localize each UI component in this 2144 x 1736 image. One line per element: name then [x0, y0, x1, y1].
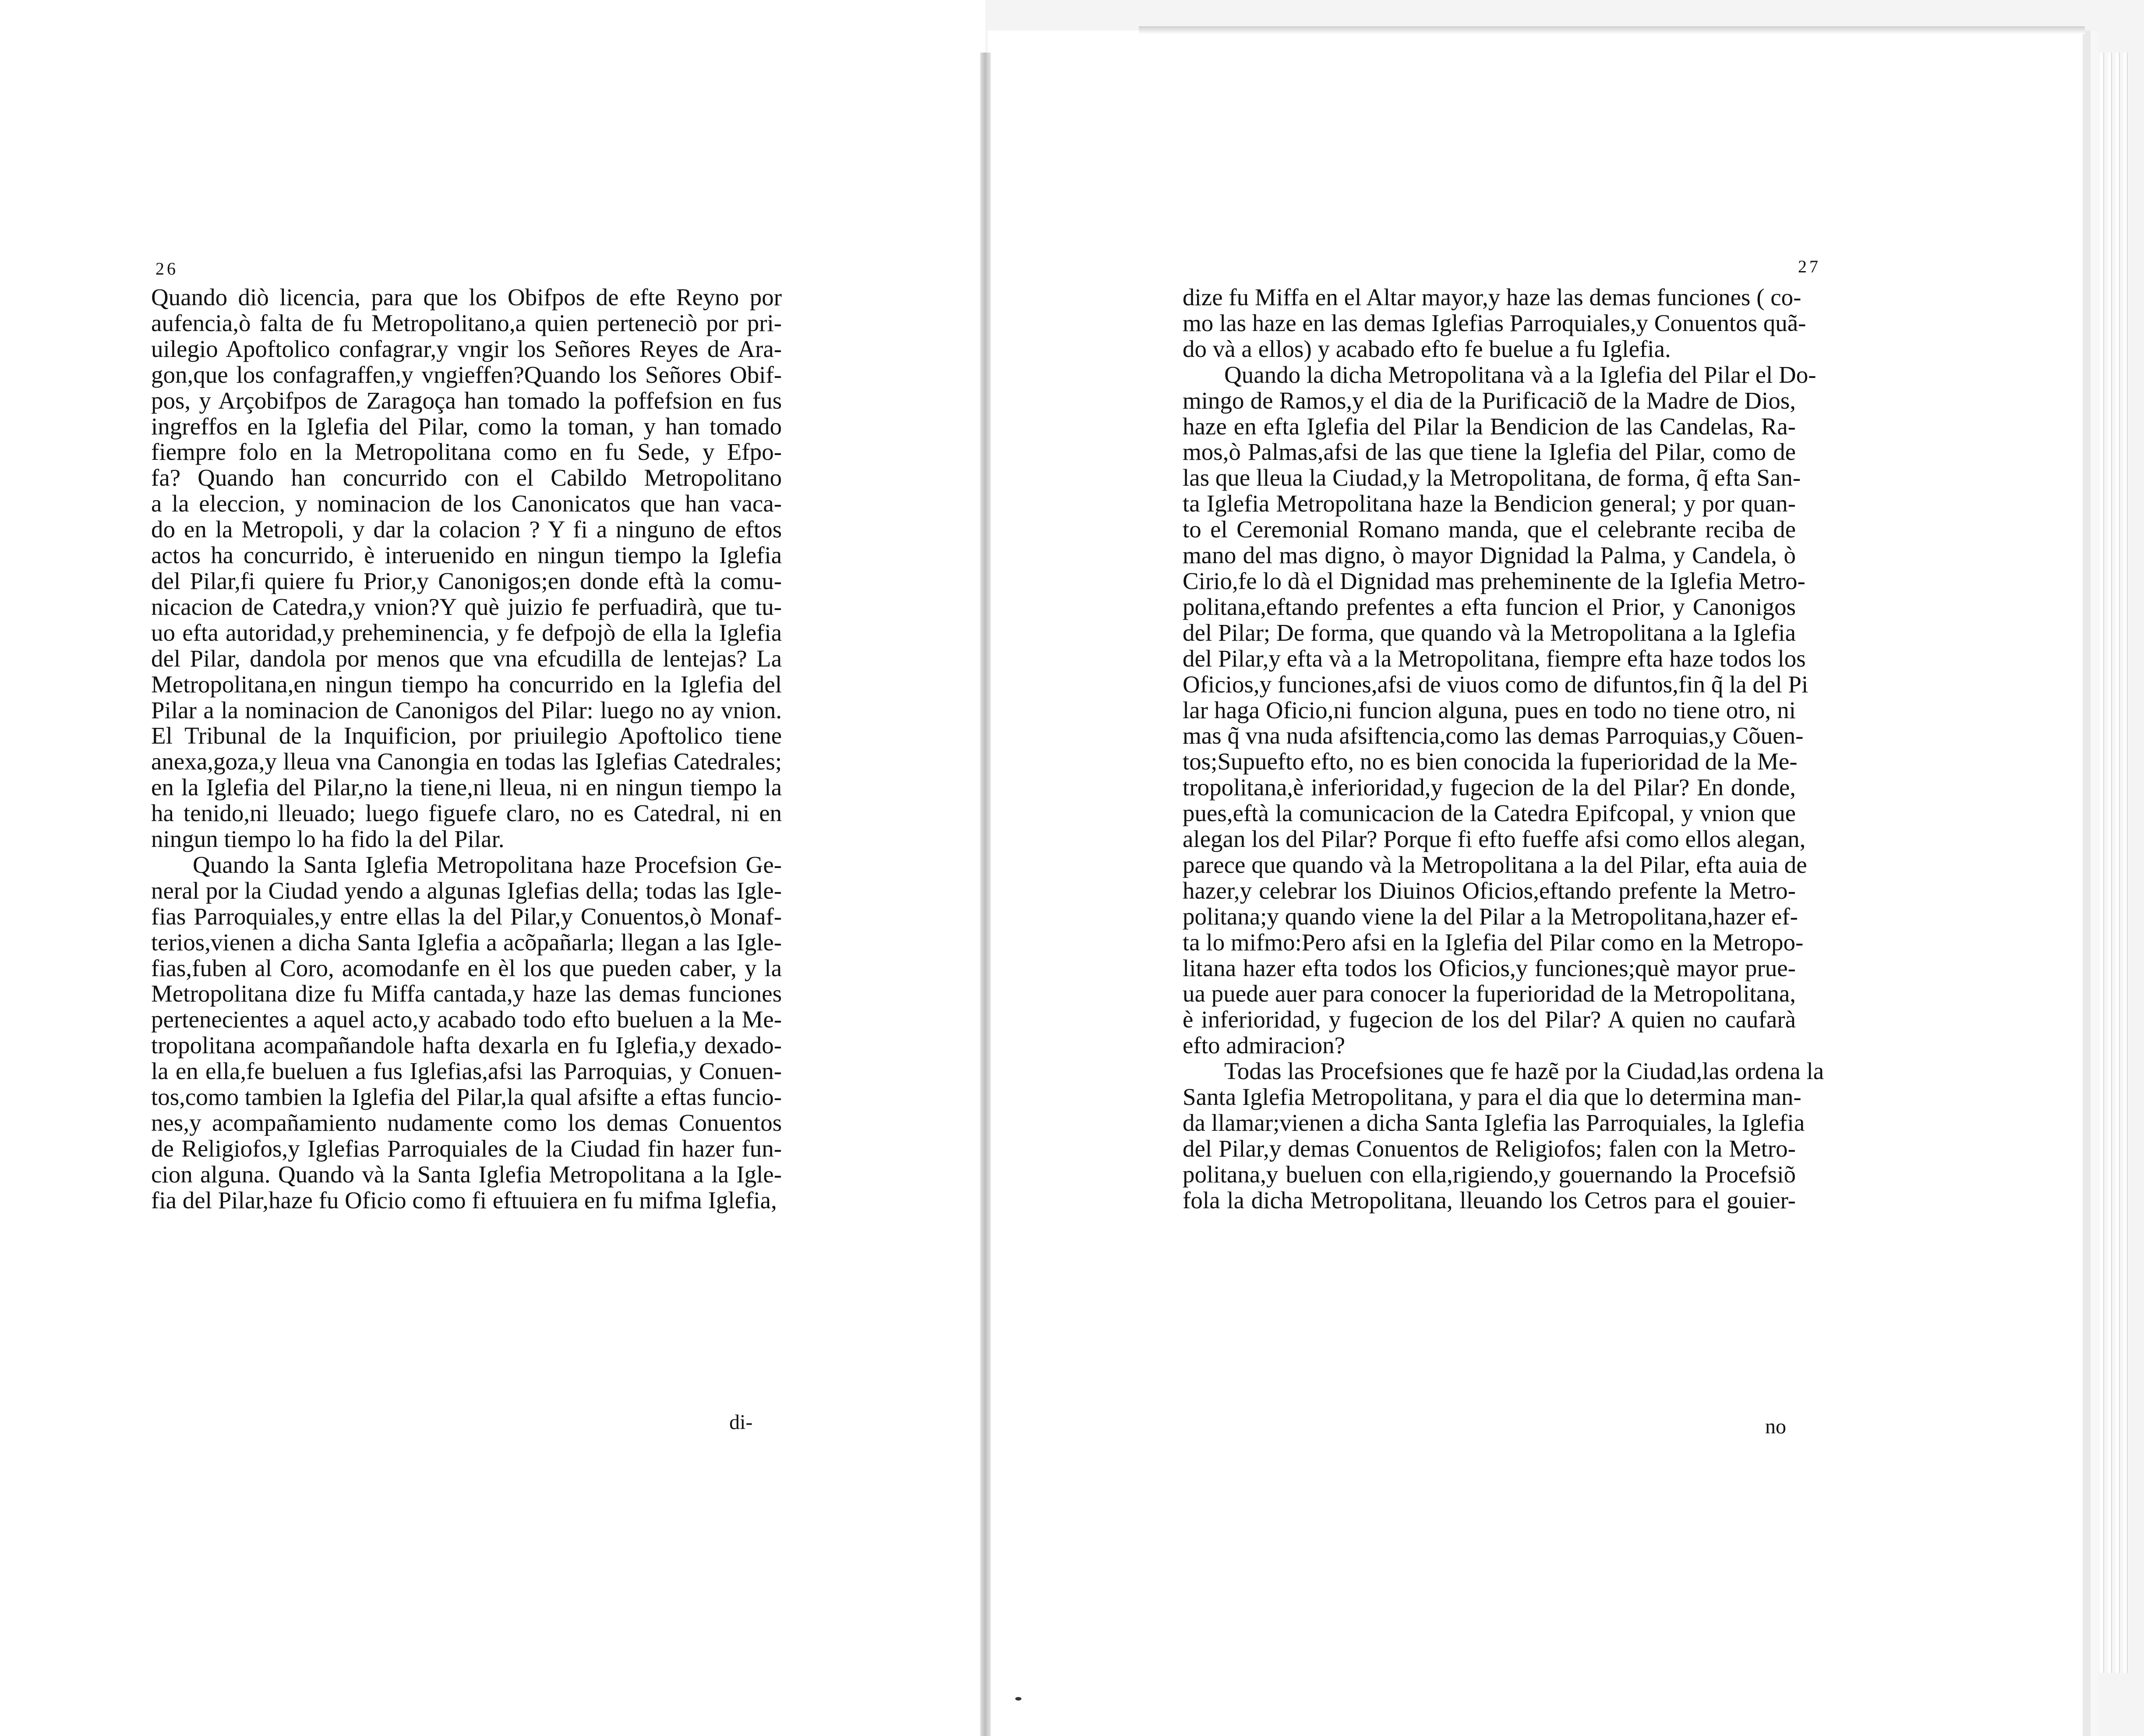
page-top-edge [1139, 26, 2085, 34]
text-line: è inferioridad, y fugecion de los del Pilar? A quien no caufarà [1183, 1006, 1796, 1033]
text-line: politana,y bueluen con ella,rigiendo,y gouernando la Procefsiõ [1183, 1161, 1796, 1188]
left-page [0, 0, 985, 1736]
page-number-right: 27 [1798, 257, 1821, 276]
text-line: ta Iglefia Metropolitana haze la Bendicion general; y por quan- [1183, 490, 1796, 517]
text-line: Metropolitana,en ningun tiempo ha concurrido en la Iglefia del [151, 670, 782, 698]
text-line: do en la Metropoli, y dar la colacion ? Y fi a ninguno de eftos [151, 516, 782, 543]
text-line: alegan los del Pilar? Porque fi efto fueffe afsi como ellos alegan, [1183, 826, 1806, 853]
book-gutter [980, 53, 991, 1736]
text-line: dize fu Miffa en el Altar mayor,y haze las demas funciones ( co- [1183, 284, 1801, 311]
text-line: ningun tiempo lo ha fido la del Pilar. [151, 826, 505, 853]
text-line: gon,que los confagraffen,y vngieffen?Quando los Señores Obif- [151, 361, 782, 388]
text-line: mano del mas digno, ò mayor Dignidad la Palma, y Candela, ò [1183, 542, 1796, 569]
text-line: Santa Iglefia Metropolitana, y para el dia que lo determina man- [1183, 1083, 1801, 1111]
text-line: fola la dicha Metropolitana, lleuando los Cetros para el gouier- [1183, 1186, 1796, 1214]
text-line: ua puede auer para conocer la fuperioridad de la Metropolitana, [1183, 980, 1796, 1007]
text-line: Quando diò licencia, para que los Obifpos de efte Reyno por [151, 284, 782, 311]
right-page-text [1183, 284, 1824, 1214]
page-edges [2076, 53, 2129, 1673]
text-line: efto admiracion? [1183, 1032, 1346, 1059]
text-line: to el Ceremonial Romano manda, que el celebrante reciba de [1183, 516, 1796, 543]
text-line: haze en efta Iglefia del Pilar la Bendicion de las Candelas, Ra- [1183, 413, 1796, 440]
text-line: fa? Quando han concurrido con el Cabildo Metropolitano [151, 464, 782, 491]
text-line: de Religiofos,y Iglefias Parroquiales de la Ciudad fin hazer fun- [151, 1135, 782, 1162]
catchword-right: no [1765, 1415, 1786, 1438]
text-line: parece que quando và la Metropolitana a la del Pilar, efta auia de [1183, 851, 1807, 878]
text-line: Quando la dicha Metropolitana và a la Iglefia del Pilar el Do- [1224, 361, 1816, 388]
text-line: tos;Supuefto efto, no es bien conocida la fuperioridad de la Me- [1183, 748, 1798, 775]
text-line: politana;y quando viene la del Pilar a la Metropolitana,hazer ef- [1183, 903, 1798, 930]
text-line: tos,como tambien la Iglefia del Pilar,la qual afsifte a eftas funcio- [151, 1083, 782, 1111]
text-line: nes,y acompañamiento nudamente como los demas Conuentos [151, 1109, 782, 1136]
text-line: da llamar;vienen a dicha Santa Iglefia las Parroquiales, la Iglefia [1183, 1109, 1805, 1136]
text-line: mas q̃ vna nuda afsiftencia,como las demas Parroquias,y Cõuen- [1183, 722, 1804, 749]
text-line: en la Iglefia del Pilar,no la tiene,ni lleua, ni en ningun tiempo la [151, 774, 782, 801]
left-page-text [151, 285, 782, 1214]
text-line: neral por la Ciudad yendo a algunas Iglefias della; todas las Igle- [151, 877, 782, 904]
text-line: uo efta autoridad,y preheminencia, y fe defpojò de ella la Iglefia [151, 619, 782, 646]
text-line: terios,vienen a dicha Santa Iglefia a acõpañarla; llegan a las Igle- [151, 928, 782, 956]
text-line: fia del Pilar,haze fu Oficio como fi eftuuiera en fu mifma Iglefia, [151, 1186, 777, 1214]
text-line: Todas las Procefsiones que fe hazẽ por la Ciudad,las ordena la [1224, 1058, 1824, 1085]
text-line: Oficios,y funciones,afsi de viuos como de difuntos,fin q̃ la del Pi [1183, 670, 1808, 698]
text-line: cion alguna. Quando và la Santa Iglefia Metropolitana a la Igle- [151, 1161, 782, 1188]
text-line: la en ella,fe bueluen a fus Iglefias,afsi las Parroquias, y Conuen- [151, 1058, 782, 1085]
text-line: del Pilar,y efta và a la Metropolitana, fiempre efta haze todos los [1183, 645, 1806, 672]
text-line: pertenecientes a aquel acto,y acabado todo efto bueluen a la Me- [151, 1006, 782, 1033]
text-line: actos ha concurrido, è interuenido en ningun tiempo la Iglefia [151, 542, 782, 569]
text-line: pues,eftà la comunicacion de la Catedra Epifcopal, y vnion que [1183, 800, 1796, 827]
text-line: tropolitana acompañandole hafta dexarla en fu Iglefia,y dexado- [151, 1032, 782, 1059]
text-line: Cirio,fe lo dà el Dignidad mas preheminente de la Iglefia Metro- [1183, 567, 1805, 594]
text-line: del Pilar; De forma, que quando và la Metropolitana a la Iglefia [1183, 619, 1796, 646]
ink-spot [1015, 1697, 1021, 1701]
text-line: Quando la Santa Iglefia Metropolitana haze Procefsion Ge- [193, 851, 782, 878]
catchword-left: di- [729, 1411, 753, 1434]
text-line: nicacion de Catedra,y vnion?Y què juizio fe perfuadirà, que tu- [151, 593, 782, 620]
text-line: tropolitana,è inferioridad,y fugecion de la del Pilar? En donde, [1183, 774, 1796, 801]
text-line: Metropolitana dize fu Miffa cantada,y haze las demas funciones [151, 980, 782, 1007]
text-line: ta lo mifmo:Pero afsi en la Iglefia del Pilar como en la Metropo- [1183, 928, 1804, 956]
text-line: del Pilar,y demas Conuentos de Religiofos; falen con la Metro- [1183, 1135, 1796, 1162]
text-line: del Pilar, dandola por menos que vna efcudilla de lentejas? La [151, 645, 782, 672]
text-line: las que lleua la Ciudad,y la Metropolitana, de forma, q̃ efta San- [1183, 464, 1801, 491]
page-number-left: 26 [155, 259, 178, 279]
text-line: mos,ò Palmas,afsi de las que tiene la Iglefia del Pilar, como de [1183, 438, 1796, 466]
text-line: aufencia,ò falta de fu Metropolitano,a quien perteneciò por pri- [151, 309, 782, 336]
text-line: do và a ellos) y acabado efto fe buelue a fu Iglefia. [1183, 335, 1671, 362]
text-line: mo las haze en las demas Iglefias Parroquiales,y Conuentos quã- [1183, 309, 1806, 336]
text-line: litana hazer efta todos los Oficios,y funciones;què mayor prue- [1183, 954, 1796, 981]
text-line: uilegio Apoftolico confagrar,y vngir los Señores Reyes de Ara- [151, 335, 782, 362]
text-line: fiempre folo en la Metropolitana como en fu Sede, y Efpo- [151, 438, 782, 466]
text-line: mingo de Ramos,y el dia de la Purificaciõ de la Madre de Dios, [1183, 387, 1796, 414]
text-line: hazer,y celebrar los Diuinos Oficios,eftando prefente la Metro- [1183, 877, 1796, 904]
text-line: fias,fuben al Coro, acomodanfe en èl los que pueden caber, y la [151, 954, 782, 981]
text-line: politana,eftando prefentes a efta funcion el Prior, y Canonigos [1183, 593, 1796, 620]
right-page [988, 31, 2083, 1736]
text-line: pos, y Arçobifpos de Zaragoça han tomado la poffefsion en fus [151, 387, 782, 414]
text-line: El Tribunal de la Inquificion, por priuilegio Apoftolico tiene [151, 722, 782, 749]
text-line: ingreffos en la Iglefia del Pilar, como la toman, y han tomado [151, 413, 782, 440]
text-line: ha tenido,ni lleuado; luego figuefe claro, no es Catedral, ni en [151, 800, 782, 827]
text-line: fias Parroquiales,y entre ellas la del Pilar,y Conuentos,ò Monaf- [151, 903, 782, 930]
text-line: anexa,goza,y lleua vna Canongia en todas las Iglefias Catedrales; [151, 748, 782, 775]
text-line: lar haga Oficio,ni funcion alguna, pues en todo no tiene otro, ni [1183, 696, 1796, 723]
text-line: a la eleccion, y nominacion de los Canonicatos que han vaca- [151, 490, 782, 517]
text-line: del Pilar,fi quiere fu Prior,y Canonigos;en donde eftà la comu- [151, 567, 782, 594]
text-line: Pilar a la nominacion de Canonigos del Pilar: luego no ay vnion. [151, 696, 782, 723]
